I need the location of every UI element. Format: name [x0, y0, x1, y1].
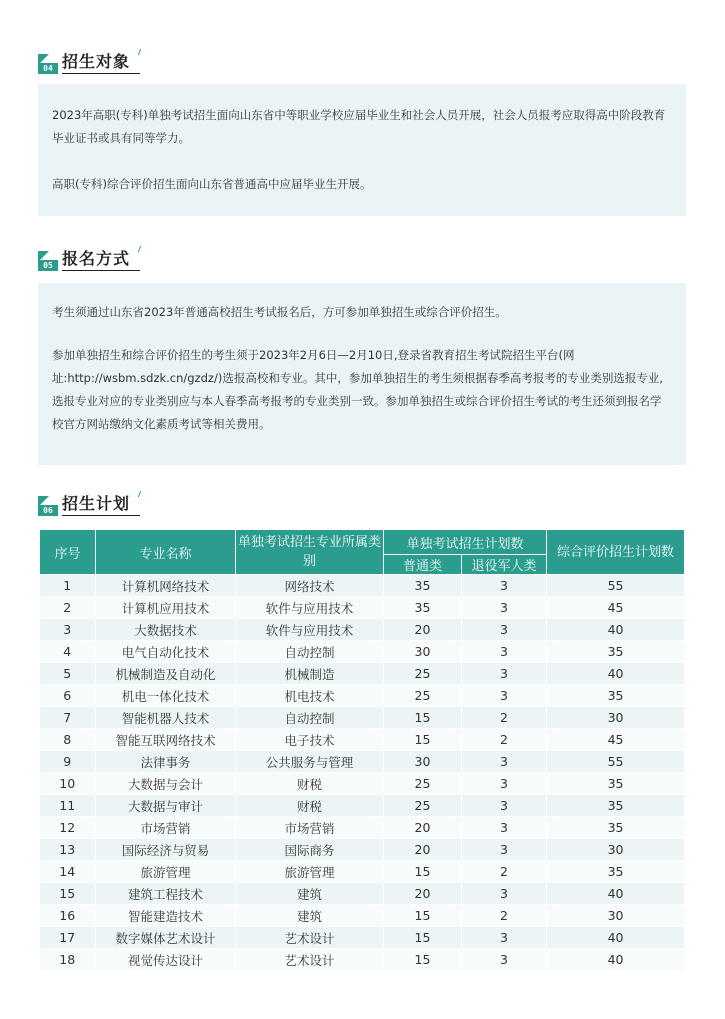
target-paragraph-2: 高职(专科)综合评价招生面向山东省普通高中应届毕业生开展。 — [52, 177, 372, 191]
row-seq: 12 — [40, 817, 96, 839]
row-normal: 25 — [384, 663, 462, 685]
row-comprehensive: 45 — [547, 729, 685, 751]
row-comprehensive: 40 — [547, 619, 685, 641]
method-info-box — [38, 283, 686, 465]
row-veteran: 3 — [462, 949, 547, 971]
row-comprehensive: 40 — [547, 883, 685, 905]
row-veteran: 3 — [462, 927, 547, 949]
row-veteran: 3 — [462, 663, 547, 685]
row-category: 软件与应用技术 — [236, 619, 384, 641]
row-normal: 15 — [384, 927, 462, 949]
section-heading-plan — [38, 490, 140, 516]
row-seq: 9 — [40, 751, 96, 773]
row-category: 机械制造 — [236, 663, 384, 685]
row-seq: 13 — [40, 839, 96, 861]
target-paragraph-1: 2023年高职(专科)单独考试招生面向山东省中等职业学校应届毕业生和社会人员开展，社会人员报考应取得高中阶段教育毕业证书或具有同等学力。 — [52, 108, 666, 145]
row-comprehensive: 35 — [547, 641, 685, 663]
row-normal: 15 — [384, 861, 462, 883]
row-category: 网络技术 — [236, 575, 384, 597]
header-seq: 序号 — [40, 530, 96, 575]
table-row — [40, 619, 685, 641]
row-comprehensive: 40 — [547, 949, 685, 971]
row-seq: 14 — [40, 861, 96, 883]
table-row — [40, 795, 685, 817]
row-category: 艺术设计 — [236, 927, 384, 949]
row-major: 大数据技术 — [96, 619, 236, 641]
table-row — [40, 949, 685, 971]
table-row — [40, 839, 685, 861]
row-comprehensive: 30 — [547, 707, 685, 729]
row-category: 建筑 — [236, 905, 384, 927]
row-veteran: 2 — [462, 861, 547, 883]
row-major: 法律事务 — [96, 751, 236, 773]
section-title: 报名方式 — [62, 248, 140, 271]
row-veteran: 3 — [462, 751, 547, 773]
method-paragraph-1: 考生须通过山东省2023年普通高校招生考试报名后，方可参加单独招生或综合评价招生。 — [52, 305, 507, 319]
row-comprehensive: 35 — [547, 773, 685, 795]
row-major: 智能互联网络技术 — [96, 729, 236, 751]
row-normal: 15 — [384, 729, 462, 751]
row-normal: 20 — [384, 839, 462, 861]
row-seq: 2 — [40, 597, 96, 619]
row-veteran: 3 — [462, 641, 547, 663]
row-comprehensive: 30 — [547, 839, 685, 861]
row-normal: 15 — [384, 707, 462, 729]
row-category: 艺术设计 — [236, 949, 384, 971]
row-comprehensive: 35 — [547, 795, 685, 817]
row-major: 建筑工程技术 — [96, 883, 236, 905]
row-major: 大数据与审计 — [96, 795, 236, 817]
row-normal: 20 — [384, 817, 462, 839]
row-seq: 18 — [40, 949, 96, 971]
row-veteran: 3 — [462, 817, 547, 839]
row-seq: 15 — [40, 883, 96, 905]
header-comprehensive: 综合评价招生计划数 — [547, 530, 685, 575]
row-category: 自动控制 — [236, 641, 384, 663]
row-seq: 16 — [40, 905, 96, 927]
table-row — [40, 927, 685, 949]
row-normal: 35 — [384, 597, 462, 619]
row-veteran: 2 — [462, 905, 547, 927]
row-veteran: 3 — [462, 597, 547, 619]
row-major: 大数据与会计 — [96, 773, 236, 795]
row-normal: 15 — [384, 949, 462, 971]
row-major: 机电一体化技术 — [96, 685, 236, 707]
row-major: 计算机网络技术 — [96, 575, 236, 597]
row-major: 数字媒体艺术设计 — [96, 927, 236, 949]
row-seq: 10 — [40, 773, 96, 795]
section-number-badge: 05 — [38, 251, 58, 271]
row-category: 机电技术 — [236, 685, 384, 707]
row-seq: 8 — [40, 729, 96, 751]
row-comprehensive: 35 — [547, 861, 685, 883]
table-row — [40, 905, 685, 927]
table-row — [40, 751, 685, 773]
row-category: 电子技术 — [236, 729, 384, 751]
row-veteran: 3 — [462, 619, 547, 641]
row-category: 公共服务与管理 — [236, 751, 384, 773]
table-row — [40, 685, 685, 707]
row-normal: 30 — [384, 641, 462, 663]
row-veteran: 3 — [462, 883, 547, 905]
row-major: 机械制造及自动化 — [96, 663, 236, 685]
row-category: 自动控制 — [236, 707, 384, 729]
row-veteran: 3 — [462, 685, 547, 707]
row-veteran: 3 — [462, 795, 547, 817]
row-normal: 25 — [384, 795, 462, 817]
row-category: 建筑 — [236, 883, 384, 905]
row-veteran: 3 — [462, 839, 547, 861]
enrollment-plan-table — [39, 529, 685, 971]
table-row — [40, 729, 685, 751]
row-seq: 4 — [40, 641, 96, 663]
row-veteran: 2 — [462, 707, 547, 729]
row-seq: 1 — [40, 575, 96, 597]
header-single-plan: 单独考试招生计划数 — [384, 530, 547, 555]
row-major: 计算机应用技术 — [96, 597, 236, 619]
table-row — [40, 597, 685, 619]
table-row — [40, 707, 685, 729]
row-major: 国际经济与贸易 — [96, 839, 236, 861]
row-normal: 25 — [384, 685, 462, 707]
table-row — [40, 817, 685, 839]
row-seq: 5 — [40, 663, 96, 685]
row-normal: 20 — [384, 619, 462, 641]
row-category: 财税 — [236, 773, 384, 795]
row-veteran: 3 — [462, 773, 547, 795]
row-veteran: 2 — [462, 729, 547, 751]
row-normal: 25 — [384, 773, 462, 795]
header-veteran: 退役军人类 — [462, 555, 547, 575]
row-major: 旅游管理 — [96, 861, 236, 883]
section-title: 招生对象 — [62, 51, 140, 74]
row-seq: 17 — [40, 927, 96, 949]
row-major: 电气自动化技术 — [96, 641, 236, 663]
row-comprehensive: 30 — [547, 905, 685, 927]
row-seq: 6 — [40, 685, 96, 707]
row-category: 旅游管理 — [236, 861, 384, 883]
table-row — [40, 861, 685, 883]
table-row — [40, 773, 685, 795]
row-seq: 7 — [40, 707, 96, 729]
row-normal: 20 — [384, 883, 462, 905]
row-major: 智能机器人技术 — [96, 707, 236, 729]
row-veteran: 3 — [462, 575, 547, 597]
table-row — [40, 641, 685, 663]
table-row — [40, 663, 685, 685]
row-category: 市场营销 — [236, 817, 384, 839]
row-seq: 11 — [40, 795, 96, 817]
header-major: 专业名称 — [96, 530, 236, 575]
row-major: 智能建造技术 — [96, 905, 236, 927]
section-heading-method — [38, 245, 140, 271]
row-category: 财税 — [236, 795, 384, 817]
header-category: 单独考试招生专业所属类别 — [236, 530, 384, 575]
row-seq: 3 — [40, 619, 96, 641]
row-comprehensive: 55 — [547, 751, 685, 773]
row-normal: 15 — [384, 905, 462, 927]
row-normal: 30 — [384, 751, 462, 773]
target-info-box — [38, 84, 686, 216]
table-row — [40, 575, 685, 597]
method-paragraph-2: 参加单独招生和综合评价招生的考生须于2023年2月6日—2月10日,登录省教育招生考试院招生平台(网址:http://wsbm.sdzk.cn/gzdz/)选报高校和专业。其中，参加单独招生的考生须根据春季高考报考的专业类别选报专业,选报专业对应的专业类别应与本人春季高考报考的专业类别一致。参加单独招生或综合评价招生考试的考生还须到报名学校官方网站缴纳文化素质考试等相关费用。 — [52, 348, 663, 431]
row-comprehensive: 40 — [547, 927, 685, 949]
row-comprehensive: 40 — [547, 663, 685, 685]
row-category: 软件与应用技术 — [236, 597, 384, 619]
row-normal: 35 — [384, 575, 462, 597]
section-title: 招生计划 — [62, 493, 140, 516]
section-heading-target — [38, 48, 140, 74]
section-number-badge: 06 — [38, 496, 58, 516]
row-major: 视觉传达设计 — [96, 949, 236, 971]
row-comprehensive: 35 — [547, 817, 685, 839]
section-number-badge: 04 — [38, 54, 58, 74]
row-category: 国际商务 — [236, 839, 384, 861]
row-major: 市场营销 — [96, 817, 236, 839]
row-comprehensive: 45 — [547, 597, 685, 619]
table-row — [40, 883, 685, 905]
header-normal: 普通类 — [384, 555, 462, 575]
row-comprehensive: 35 — [547, 685, 685, 707]
row-comprehensive: 55 — [547, 575, 685, 597]
